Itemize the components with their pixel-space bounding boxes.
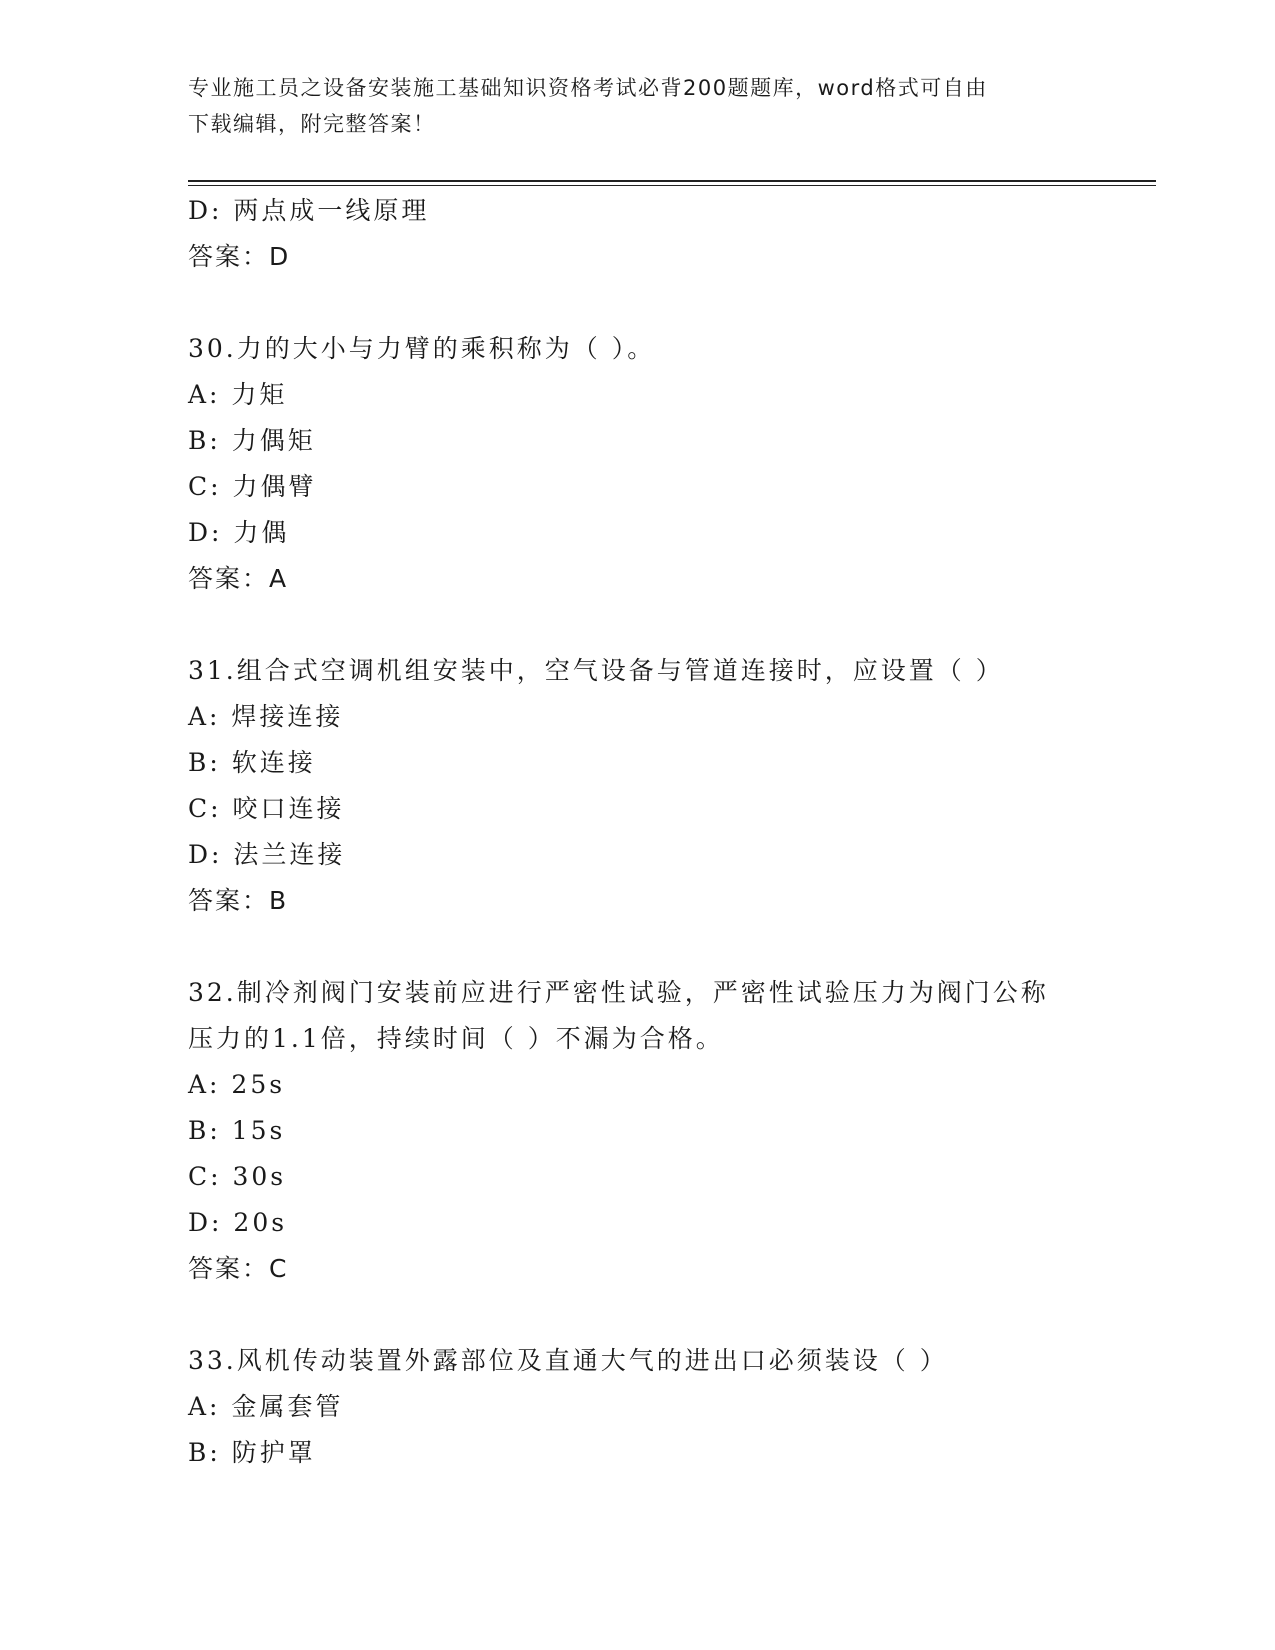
question-32 bbox=[188, 970, 1088, 1292]
option-d: D: 法兰连接 bbox=[188, 840, 346, 869]
option-b: B: 力偶矩 bbox=[188, 426, 316, 455]
header-line-2: 下载编辑，附完整答案！ bbox=[188, 112, 436, 136]
option-c: C: 力偶臂 bbox=[188, 472, 317, 501]
question-stem-line-2: 压力的1.1倍，持续时间（ ）不漏为合格。 bbox=[188, 1024, 724, 1053]
answer: 答案：D bbox=[188, 242, 291, 271]
option-d: D: 力偶 bbox=[188, 518, 290, 547]
option-a: A: 25s bbox=[188, 1070, 286, 1099]
option-b: B: 软连接 bbox=[188, 748, 316, 777]
option-b: B: 15s bbox=[188, 1116, 286, 1145]
answer: 答案：A bbox=[188, 564, 289, 593]
question-30 bbox=[188, 326, 1088, 602]
option-c: C: 30s bbox=[188, 1162, 287, 1191]
document-header bbox=[188, 70, 1088, 142]
question-list bbox=[188, 188, 1088, 1476]
option-d: D: 两点成一线原理 bbox=[188, 196, 430, 225]
option-a: A: 焊接连接 bbox=[188, 702, 344, 731]
option-b: B: 防护罩 bbox=[188, 1438, 316, 1467]
option-d: D: 20s bbox=[188, 1208, 288, 1237]
answer: 答案：B bbox=[188, 886, 289, 915]
option-a: A: 金属套管 bbox=[188, 1392, 344, 1421]
header-divider-thin bbox=[188, 185, 1156, 186]
question-stem: 30.力的大小与力臂的乘积称为（ ）。 bbox=[188, 334, 656, 363]
question-31 bbox=[188, 648, 1088, 924]
question-stem: 31.组合式空调机组安装中，空气设备与管道连接时，应设置（ ） bbox=[188, 656, 1004, 685]
header-line-1: 专业施工员之设备安装施工基础知识资格考试必背200题题库，word格式可自由 bbox=[188, 76, 988, 100]
question-33 bbox=[188, 1338, 1088, 1476]
question-stem: 33.风机传动装置外露部位及直通大气的进出口必须装设（ ） bbox=[188, 1346, 948, 1375]
question-stem-line-1: 32.制冷剂阀门安装前应进行严密性试验，严密性试验压力为阀门公称 bbox=[188, 978, 1049, 1007]
header-divider bbox=[188, 180, 1156, 182]
option-c: C: 咬口连接 bbox=[188, 794, 345, 823]
option-a: A: 力矩 bbox=[188, 380, 288, 409]
answer: 答案：C bbox=[188, 1254, 289, 1283]
